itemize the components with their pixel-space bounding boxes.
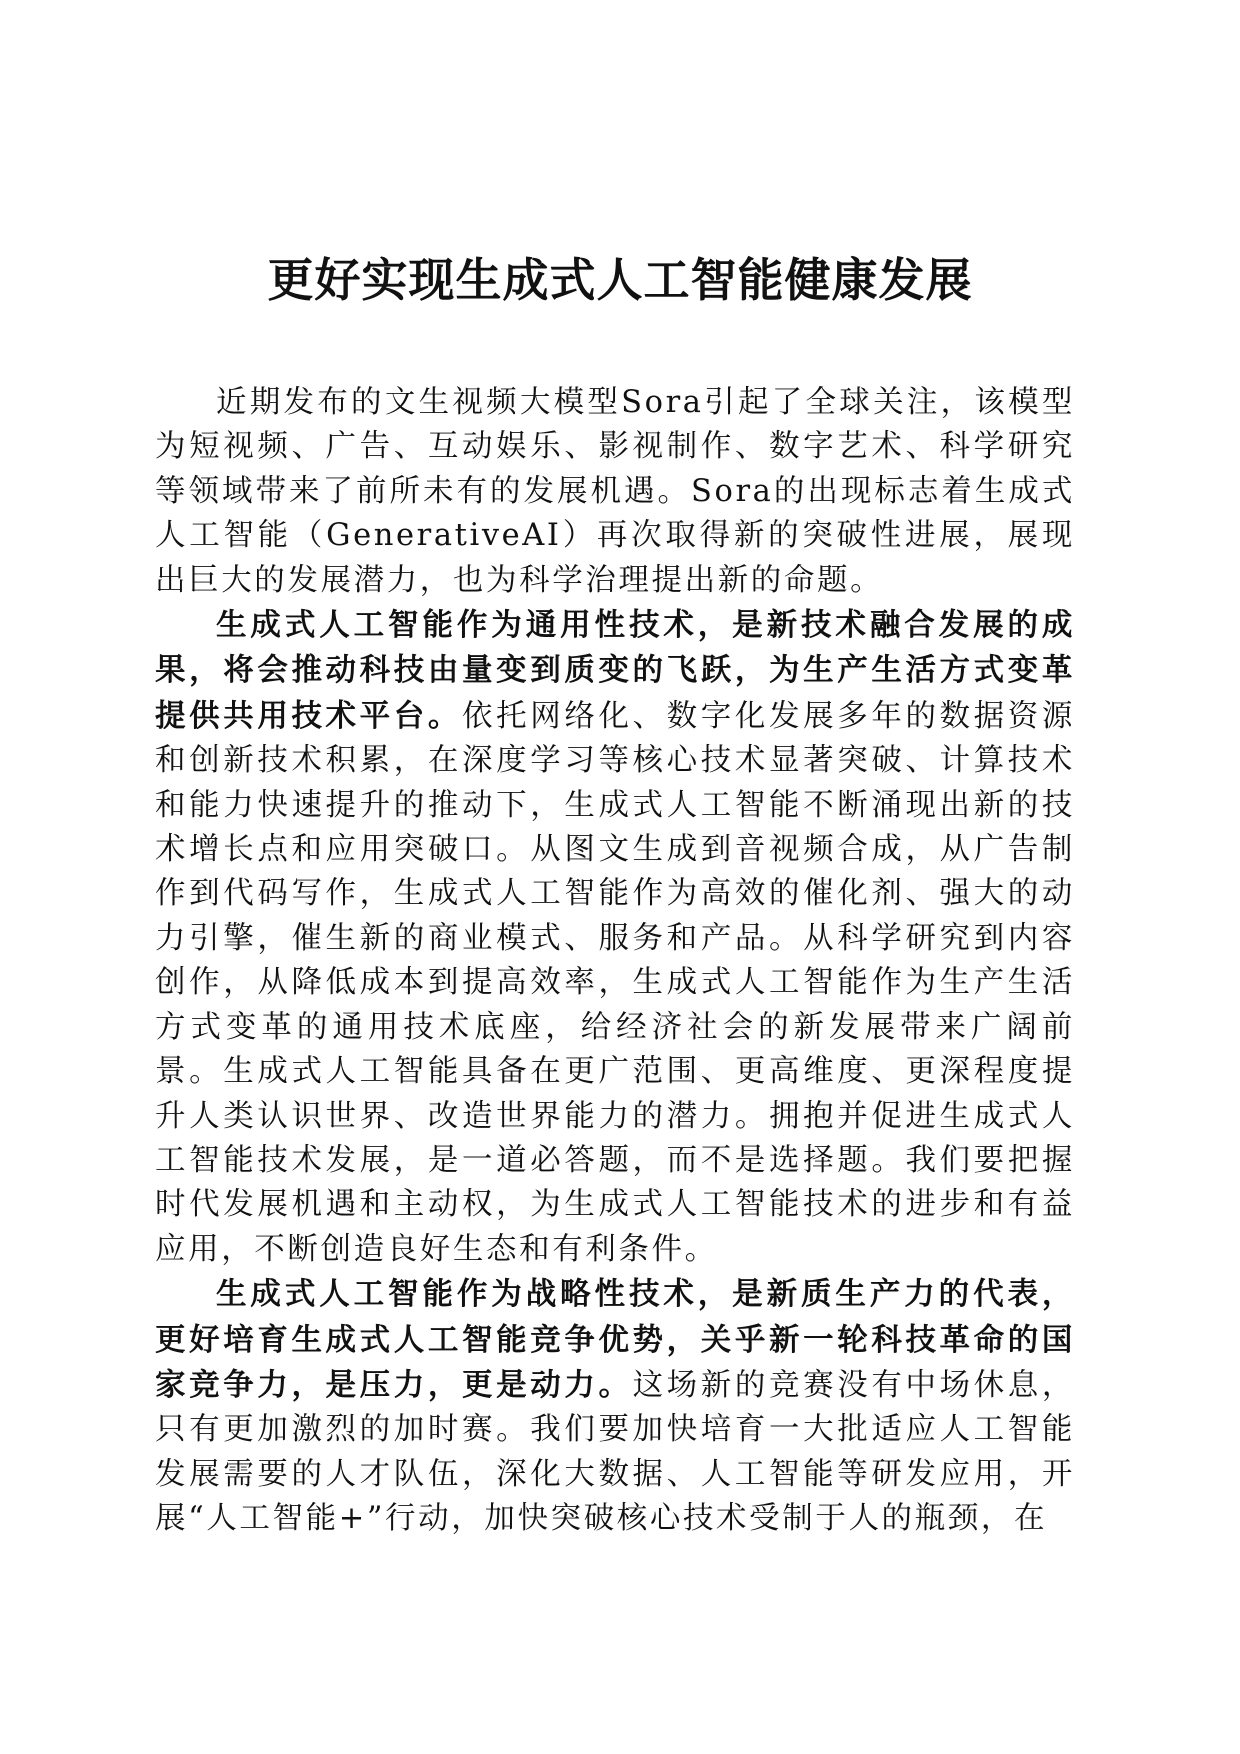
document-title: 更好实现生成式人工智能健康发展 bbox=[267, 253, 973, 307]
paragraph-1 bbox=[155, 380, 1075, 603]
paragraph-1-text: 近期发布的文生视频大模型Sora引起了全球关注，该模型为短视频、广告、互动娱乐、影视制作、数字艺术、科学研究等领域带来了前所未有的发展机遇。Sora的出现标志着生成式人工智能（GenerativeAI）再次取得新的突破性进展，展现出巨大的发展潜力，也为科学治理提出新的命题。 bbox=[155, 385, 1075, 598]
document-body bbox=[155, 380, 1075, 1542]
paragraph-3-lead: 生成式人工智能作为战略性技术，是新质生产力的代表，更好培育生成式人工智能竞争优势，关乎新一轮科技革命的国家竞争力，是压力，更是动力。 bbox=[155, 1276, 1075, 1403]
paragraph-3 bbox=[155, 1272, 1075, 1541]
paragraph-2 bbox=[155, 603, 1075, 1272]
paragraph-3-text: 这场新的竞赛没有中场休息，只有更加激烈的加时赛。我们要加快培育一大批适应人工智能发展需要的人才队伍，深化大数据、人工智能等研发应用，开展“人工智能+”行动，加快突破核心技术受制于人的瓶颈，在 bbox=[155, 1367, 1075, 1537]
paragraph-2-lead: 生成式人工智能作为通用性技术，是新技术融合发展的成果，将会推动科技由量变到质变的飞跃，为生产生活方式变革提供共用技术平台。 bbox=[155, 607, 1075, 734]
paragraph-2-text: 依托网络化、数字化发展多年的数据资源和创新技术积累，在深度学习等核心技术显著突破、计算技术和能力快速提升的推动下，生成式人工智能不断涌现出新的技术增长点和应用突破口。从图文生成到音视频合成，从广告制作到代码写作，生成式人工智能作为高效的催化剂、强大的动力引擎，催生新的商业模式、服务和产品。从科学研究到内容创作，从降低成本到提高效率，生成式人工智能作为生产生活方式变革的通用技术底座，给经济社会的新发展带来广阔前景。生成式人工智能具备在更广范围、更高维度、更深程度提升人类认识世界、改造世界能力的潜力。拥抱并促进生成式人工智能技术发展，是一道必答题，而不是选择题。我们要把握时代发展机遇和主动权，为生成式人工智能技术的进步和有益应用，不断创造良好生态和有利条件。 bbox=[155, 698, 1075, 1267]
